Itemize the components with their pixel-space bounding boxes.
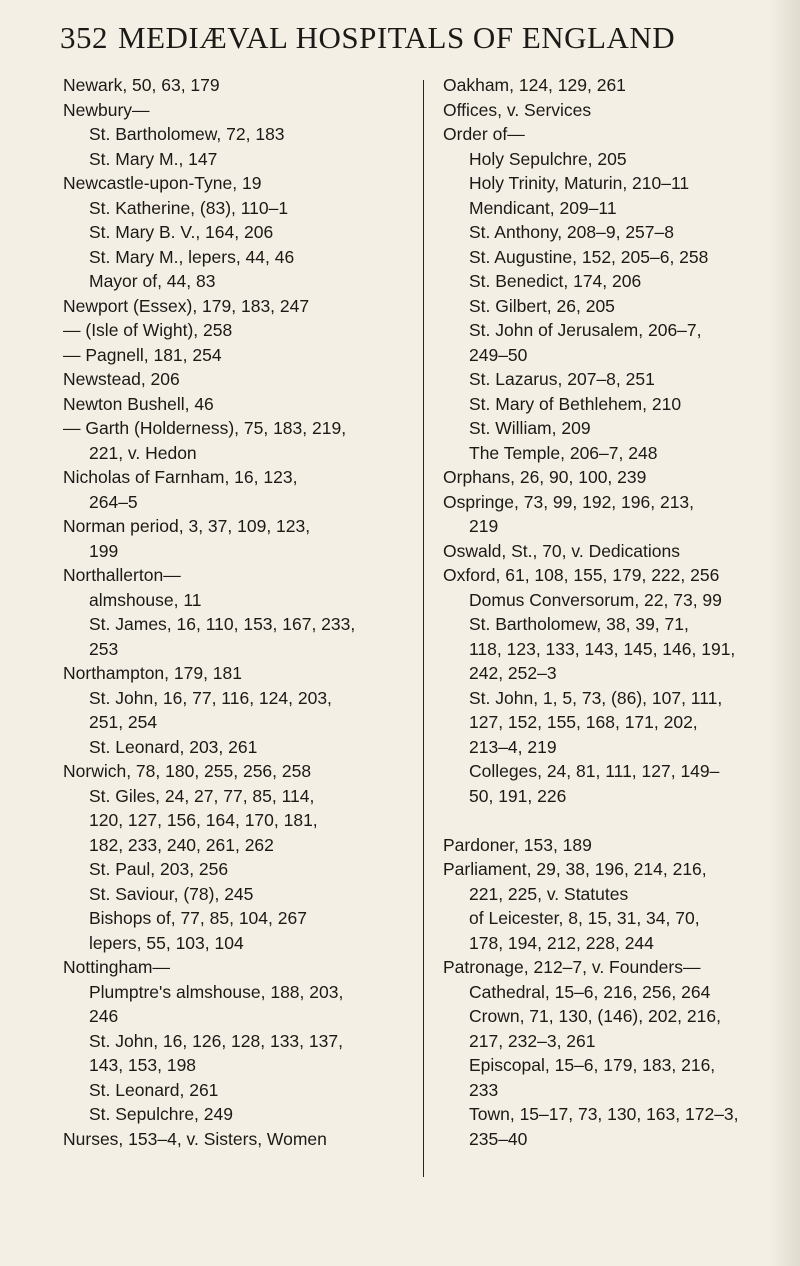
index-subentry: 233 — [469, 1079, 499, 1100]
index-subentry: 217, 232–3, 261 — [469, 1030, 596, 1051]
index-subentry: St. Gilbert, 26, 205 — [469, 295, 615, 316]
index-subentry: Episcopal, 15–6, 179, 183, 216, — [469, 1055, 716, 1075]
index-subentry: 264–5 — [89, 491, 138, 512]
index-entry: Orphans, 26, 90, 100, 239 — [443, 467, 647, 487]
index-subentry: almshouse, 11 — [89, 589, 202, 610]
index-entry: Nurses, 153–4, v. Sisters, Women — [63, 1128, 327, 1149]
index-entry: — (Isle of Wight), 258 — [63, 320, 233, 340]
index-subentry: St. Leonard, 203, 261 — [89, 736, 258, 757]
index-subentry: Holy Sepulchre, 205 — [469, 148, 627, 169]
index-subentry: St. Anthony, 208–9, 257–8 — [469, 222, 674, 242]
index-subentry: Plumptre's almshouse, 188, 203, — [89, 981, 344, 1002]
index-subentry: St. Lazarus, 207–8, 251 — [469, 369, 655, 389]
index-subentry: St. John, 1, 5, 73, (86), 107, 111, — [469, 687, 723, 708]
index-subentry: St. Augustine, 152, 205–6, 258 — [469, 246, 709, 267]
index-subentry: The Temple, 206–7, 248 — [469, 442, 658, 463]
index-subentry: 143, 153, 198 — [89, 1055, 197, 1075]
index-subentry: Mendicant, 209–11 — [469, 197, 617, 218]
index-entry: Norman period, 3, 37, 109, 123, — [63, 516, 311, 536]
page-edge-shadow — [770, 0, 800, 1266]
index-subentry: Cathedral, 15–6, 216, 256, 264 — [469, 981, 711, 1002]
index-entry: Newport (Essex), 179, 183, 247 — [63, 295, 310, 316]
index-entry: Patronage, 212–7, v. Founders— — [443, 957, 701, 977]
index-entry: Oakham, 124, 129, 261 — [443, 75, 626, 95]
index-subentry: 253 — [89, 638, 119, 659]
index-subentry: 118, 123, 133, 143, 145, 146, 191, — [469, 638, 736, 659]
page-number: 352 — [60, 20, 108, 55]
index-subentry: 249–50 — [469, 344, 528, 365]
index-subentry: St. Saviour, (78), 245 — [89, 883, 254, 904]
index-subentry: 178, 194, 212, 228, 244 — [469, 932, 654, 953]
index-entry: Newbury— — [63, 99, 150, 120]
index-subentry: St. John, 16, 126, 128, 133, 137, — [89, 1030, 343, 1051]
index-subentry: St. John, 16, 77, 116, 124, 203, — [89, 687, 332, 708]
index-subentry: 219 — [469, 516, 499, 536]
index-subentry: 182, 233, 240, 261, 262 — [89, 834, 274, 855]
index-entry: Newton Bushell, 46 — [63, 393, 214, 414]
index-subentry: St. Benedict, 174, 206 — [469, 271, 642, 291]
index-subentry: St. Mary of Bethlehem, 210 — [469, 393, 682, 414]
index-subentry: 246 — [89, 1006, 119, 1026]
index-entry: Parliament, 29, 38, 196, 214, 216, — [443, 859, 707, 879]
index-subentry: 221, 225, v. Statutes — [469, 883, 629, 904]
index-subentry: St. Bartholomew, 72, 183 — [89, 124, 285, 144]
index-subentry: St. Katherine, (83), 110–1 — [89, 197, 289, 218]
section-gap — [443, 808, 773, 833]
index-entry: Norwich, 78, 180, 255, 256, 258 — [63, 761, 312, 781]
index-subentry: of Leicester, 8, 15, 31, 34, 70, — [469, 908, 700, 928]
index-subentry: 127, 152, 155, 168, 171, 202, — [469, 712, 698, 732]
index-entry: Ospringe, 73, 99, 192, 196, 213, — [443, 491, 695, 512]
index-subentry: Bishops of, 77, 85, 104, 267 — [89, 908, 307, 928]
index-subentry: 120, 127, 156, 164, 170, 181, — [89, 810, 318, 830]
index-subentry: St. John of Jerusalem, 206–7, — [469, 320, 702, 340]
index-subentry: Holy Trinity, Maturin, 210–11 — [469, 173, 690, 193]
index-entry: — Pagnell, 181, 254 — [63, 344, 222, 365]
index-entry: Offices, v. Services — [443, 99, 592, 120]
index-entry: Oxford, 61, 108, 155, 179, 222, 256 — [443, 565, 720, 585]
running-title: MEDIÆVAL HOSPITALS OF ENGLAND — [118, 20, 676, 55]
index-entry: Newark, 50, 63, 179 — [63, 75, 220, 95]
index-subentry: 251, 254 — [89, 712, 158, 732]
index-subentry: 213–4, 219 — [469, 736, 557, 757]
column-divider — [423, 80, 424, 1177]
index-subentry: St. Mary B. V., 164, 206 — [89, 222, 274, 242]
index-subentry: 50, 191, 226 — [469, 785, 567, 806]
index-subentry: St. Sepulchre, 249 — [89, 1104, 233, 1124]
index-entry: Northallerton— — [63, 565, 181, 585]
index-entry: — Garth (Holderness), 75, 183, 219, — [63, 418, 347, 438]
index-subentry: St. Leonard, 261 — [89, 1079, 219, 1100]
index-column-right — [443, 73, 773, 1151]
index-column-left — [63, 73, 408, 1151]
index-subentry: St. Giles, 24, 27, 77, 85, 114, — [89, 785, 315, 806]
index-subentry: Mayor of, 44, 83 — [89, 271, 216, 291]
index-subentry: St. Mary M., lepers, 44, 46 — [89, 246, 295, 267]
index-entry: Nicholas of Farnham, 16, 123, — [63, 467, 298, 487]
index-subentry: Crown, 71, 130, (146), 202, 216, — [469, 1006, 721, 1026]
index-subentry: 235–40 — [469, 1128, 528, 1149]
index-subentry: 221, v. Hedon — [89, 442, 197, 463]
index-entry: Pardoner, 153, 189 — [443, 834, 592, 855]
index-subentry: St. James, 16, 110, 153, 167, 233, — [89, 614, 356, 634]
index-subentry: 242, 252–3 — [469, 663, 557, 683]
index-subentry: St. Mary M., 147 — [89, 148, 218, 169]
index-entry: Order of— — [443, 124, 525, 144]
index-entry: Northampton, 179, 181 — [63, 663, 243, 683]
running-header — [60, 20, 675, 56]
index-subentry: lepers, 55, 103, 104 — [89, 932, 244, 953]
index-subentry: St. Paul, 203, 256 — [89, 859, 229, 879]
index-subentry: St. Bartholomew, 38, 39, 71, — [469, 614, 689, 634]
index-entry: Newcastle-upon-Tyne, 19 — [63, 173, 262, 193]
index-subentry: Town, 15–17, 73, 130, 163, 172–3, — [469, 1104, 739, 1124]
index-entry: Oswald, St., 70, v. Dedications — [443, 540, 681, 561]
index-subentry: St. William, 209 — [469, 418, 591, 438]
index-subentry: Domus Conversorum, 22, 73, 99 — [469, 589, 722, 610]
index-subentry: Colleges, 24, 81, 111, 127, 149– — [469, 761, 720, 781]
index-subentry: 199 — [89, 540, 119, 561]
index-entry: Newstead, 206 — [63, 369, 180, 389]
index-entry: Nottingham— — [63, 957, 170, 977]
